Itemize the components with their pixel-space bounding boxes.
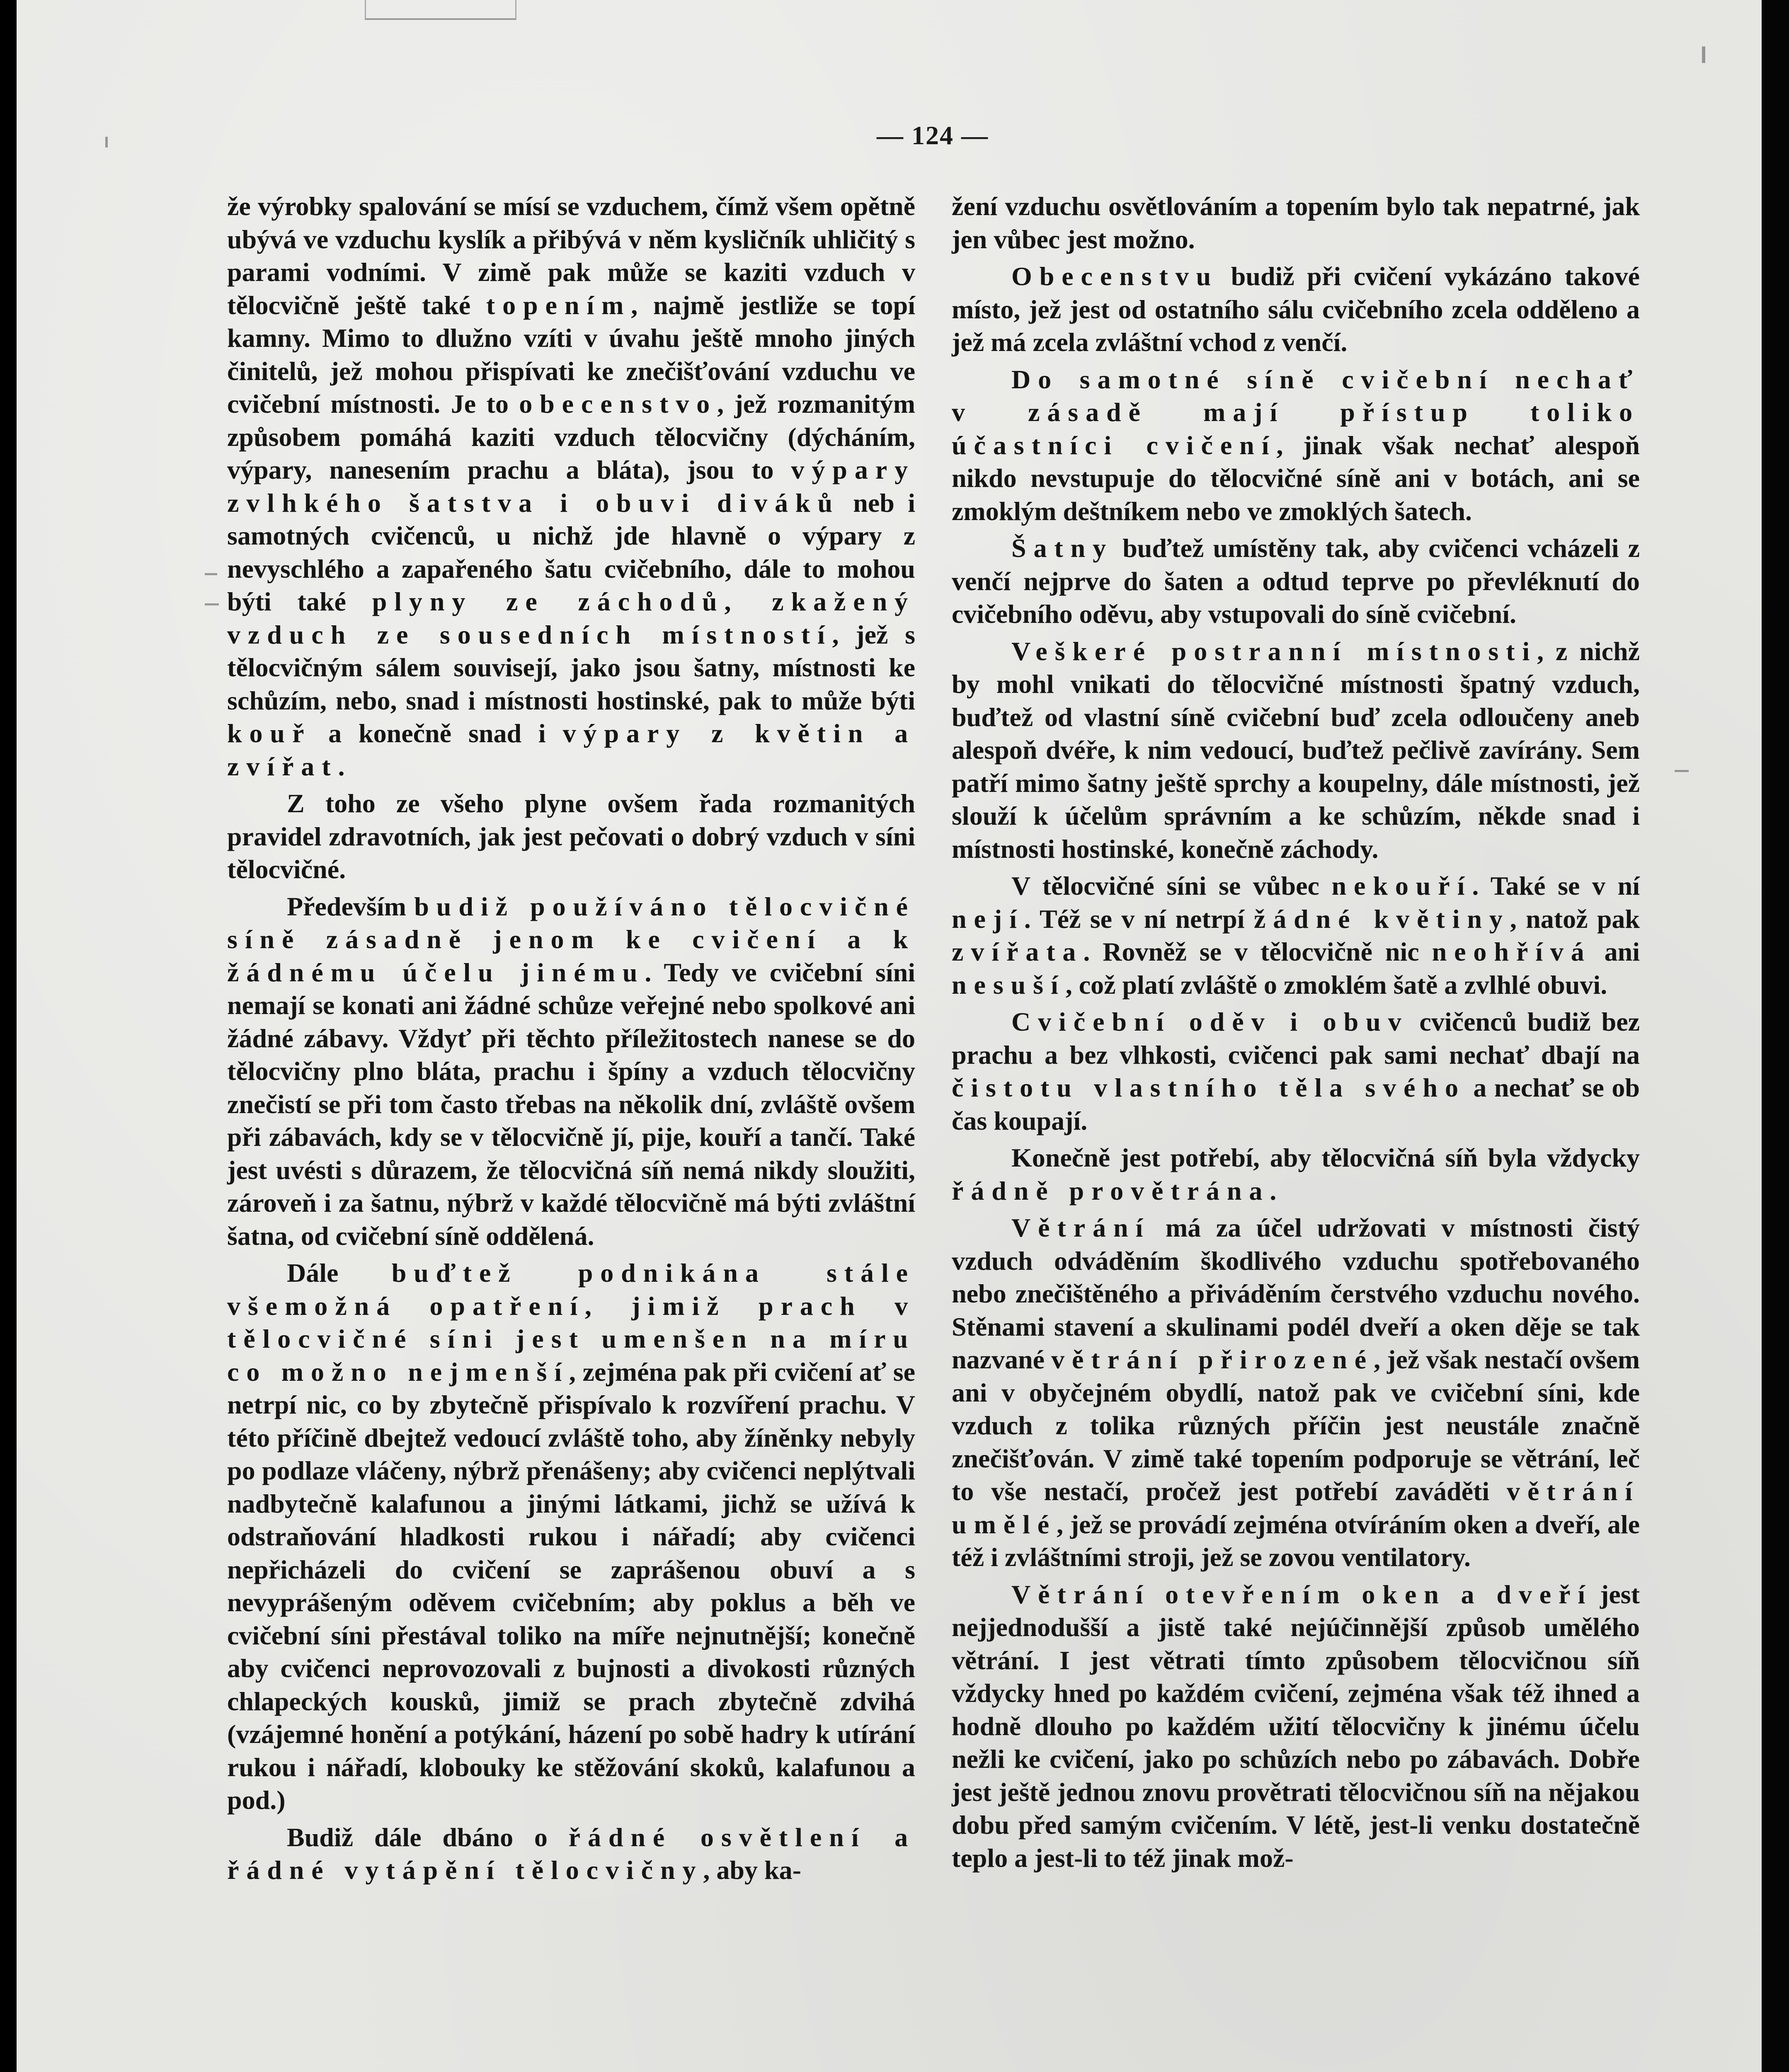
body-text: Především [287, 891, 415, 921]
body-text: , zejména pak při cvičení ať se netrpí nic, co by zbytečně přispívalo k rozvíření prachu. V této příčině dbejtež vedoucí zvláště toho, aby žíněnky nebyly po podlaze vláčeny, nýbrž přenášeny; aby cvičenci neplýtvali nadbytečně kalafunou a jinými látkami, jichž se užívá k odstraňování hladkosti rukou i nářadí; aby cvičenci nepřicházeli do cvičení se zaprášenou obuví a s nevyprášeným oděvem cvičebním; aby poklus a běh ve cvičební síni přestával toliko na míře nejnutnější; konečně aby cvičenci neprovozovali z bujnosti a divokosti různých chlapeckých kousků, jimiž se prach zbytečně zdvihá (vzájemné honění a potýkání, házení po sobě hadry k utírání rukou i nářadí, klobouky ke stěžování skoků, kalafunou a pod.) [227, 1357, 916, 1815]
spaced-emphasis-text: plyny ze záchodů, zkažený vzduch ze sousedních místností [227, 587, 915, 649]
body-text: . Tedy ve cvičební síni nemají se konati ani žádné schůze veřejné nebo spolkové ani žádné zábavy. Vždyť při těchto příležitostech nanese se do tělocvičny plno bláta, prachu i špíny a vzduch tělocvičny znečistí se při tom často třebas na několik dní, zvláště ovšem při zábavách, kdy se v tělocvičně jí, pije, kouří a tančí. Také jest uvésti s důrazem, že tělocvičná síň nemá nikdy sloužiti, zároveň i za šatnu, nýbrž v každé tělocvičně má býti zvláštní šatna, od cvičební síně oddělená. [227, 957, 915, 1251]
spaced-emphasis-text: větrání umělé [952, 1477, 1640, 1539]
body-text: , jež se provádí zejména otvíráním oken a dveří, ale též i zvláštními stroji, jež se zovou ventilatory. [952, 1509, 1640, 1572]
paragraph [952, 363, 1640, 528]
body-text: žení vzduchu osvětlováním a topením bylo tak nepatrné, jak jen vůbec jest možno. [952, 191, 1640, 254]
scan-edge [1762, 0, 1789, 2072]
spaced-emphasis-text: neohřívá [1432, 937, 1592, 966]
left-column [227, 190, 915, 1891]
paragraph [227, 1256, 915, 1817]
spaced-emphasis-text: kouř [227, 719, 312, 748]
body-text: V tělocvičné síni se vůbec [1011, 871, 1332, 900]
body-text: , jež však nestačí ovšem ani v obyčejném obydlí, natož pak ve cvičební síni, kde vzduch z tolika různých příčin jest neustále značně znečišťován. V zimě také topením podporuje se větrání, leč to vše nestačí, pročež jest potřebí zaváděti [952, 1345, 1640, 1506]
paragraph [952, 1211, 1640, 1574]
top-margin-mark [365, 0, 516, 20]
spaced-emphasis-text: větrání přirozené [1051, 1345, 1374, 1374]
body-text: . [1270, 1176, 1277, 1205]
spaced-emphasis-text: Větrání otevřením oken a dveří [1011, 1579, 1593, 1609]
margin-speck [205, 603, 219, 605]
spaced-emphasis-text: čistotu vlastního těla svého [952, 1073, 1466, 1102]
body-text: Konečně jest potřebí, aby tělocvičná síň byla vždycky [1011, 1143, 1640, 1172]
paragraph [952, 1578, 1640, 1875]
spaced-emphasis-text: nekouří [1331, 871, 1472, 900]
body-text: a nechať se ob čas koupají. [952, 1073, 1640, 1135]
spaced-emphasis-text: budiž používáno tělocvičné síně zásadně jenom ke cvičení a k žádnému účelu jinému [227, 891, 916, 987]
body-text: , z nichž by mohl vnikati do tělocvičné místnosti špatný vzduch, buďtež od vlastní síně cvičební buď zcela odloučeny aneb alespoň dvéře, k nim vedoucí, buďtež pečlivě zavírány. Sem patří mimo šatny ještě sprchy a koupelny, dále místnosti, jež slouží k účelům správním a ke schůzím, někde snad i místnosti hostinské, konečně záchody. [952, 636, 1640, 864]
margin-speck [1675, 770, 1689, 772]
body-text: , natož pak [1510, 904, 1640, 934]
body-text: Dále [287, 1258, 392, 1288]
body-text: budiž při cvičení vykázáno takové místo, jež jest od ostatního sálu cvičebního zcela odděleno a jež má zcela zvláštní vchod z venčí. [952, 261, 1640, 357]
paragraph [952, 1005, 1640, 1137]
spaced-emphasis-text: zvířata [952, 937, 1084, 966]
body-text: . Rovněž se v tělocvičně nic [1083, 937, 1432, 966]
body-text: , aby ka- [703, 1855, 801, 1885]
spaced-emphasis-text: výpary zvlhkého šatstva i obuvi diváků [227, 455, 915, 518]
body-text: Z toho ze všeho plyne ovšem řada rozmanitých pravidel zdravotních, jak jest pečovati o dobrý vzduch v síni tělocvičné. [227, 789, 915, 884]
paragraph [952, 532, 1640, 631]
margin-speck [1702, 46, 1705, 63]
spaced-emphasis-text: Cvičební oděv i obuv [1011, 1007, 1409, 1036]
spaced-emphasis-text: řádně provětrána [952, 1176, 1270, 1205]
body-text: Budiž dále dbáno o [287, 1822, 569, 1852]
spaced-emphasis-text: obecenstvo [519, 389, 718, 419]
spaced-emphasis-text: výpary z květin a zvířat [227, 719, 916, 781]
body-text: neb i samotných cvičenců, u nichž jde hlavně o výpary z nevyschlého a zapařeného šatu cvičebního, dále to mohou býti také [227, 488, 915, 616]
spaced-emphasis-text: Obecenstvu [1011, 261, 1219, 291]
spaced-emphasis-text: Šatny [1011, 533, 1114, 563]
paragraph [952, 190, 1640, 256]
paragraph [952, 260, 1640, 359]
right-column [952, 190, 1640, 1878]
paragraph [227, 787, 915, 886]
page-number: — 124 — [877, 121, 989, 150]
spaced-emphasis-text: nejí [952, 904, 1024, 934]
body-text: jest nejjednodušší a jistě také nejúčinnější způsob umělého větrání. I jest větrati tímto způsobem tělocvičnou síň vždycky hned po každém cvičení, zejména však též ihned a hodně dlouho po každém užití tělocvičny k jinému účelu nežli ke cvičení, jako po schůzích nebo po zábavách. Dobře jest ještě jednou znovu provětrati tělocvičnou síň na nějakou dobu před samým cvičením. V létě, jest-li venku dostatečně teplo a jest-li to též jinak mož- [952, 1579, 1640, 1873]
body-text: a konečně snad i [311, 719, 563, 748]
paragraph [952, 1141, 1640, 1207]
spaced-emphasis-text: Větrání [1011, 1213, 1151, 1242]
paragraph [952, 869, 1640, 1001]
spaced-emphasis-text: Veškeré postranní místnosti [1011, 636, 1537, 666]
body-text: . Také se v ní [1472, 871, 1640, 900]
margin-speck [105, 137, 108, 148]
body-text: buďtež umístěny tak, aby cvičenci vcházeli z venčí nejprve do šaten a odtud teprve po převléknutí do cvičebního oděvu, aby vstupovali do síně cvičební. [952, 533, 1640, 629]
body-text: , což platí zvláště o zmoklém šatě a zvlhlé obuvi. [1065, 970, 1607, 1000]
spaced-emphasis-text: nesuší [952, 970, 1066, 1000]
paragraph [227, 890, 915, 1253]
body-text: ani [1591, 937, 1640, 966]
body-text: , jež rozmanitým způsobem pomáhá kaziti vzduch tělocvičny (dýcháním, výpary, nanesením prachu a bláta), jsou to [227, 389, 915, 484]
spaced-emphasis-text: Do samotné síně cvičební nechať v zásadě mají přístup toliko účastníci cvičení [952, 364, 1640, 460]
body-text: že výrobky spalování se mísí se vzduchem, čímž všem opětně ubývá ve vzduchu kyslík a přibývá v něm kysličník uhličitý s parami vodními. V zimě pak může se kaziti vzduch v tělocvičně ještě také [227, 191, 915, 320]
spaced-emphasis-text: řádné osvětlení a řádné vytápění tělocvičny [227, 1822, 915, 1885]
body-text: cvičenců budiž bez prachu a bez vlhkosti, cvičenci pak sami nechať dbají na [952, 1007, 1640, 1070]
spaced-emphasis-text: topením [486, 290, 631, 320]
paragraph [952, 635, 1640, 866]
body-text: , jinak však nechať alespoň nikdo nevstupuje do tělocvičné síně ani v botách, ani se zmoklým deštníkem nebo ve zmoklých šatech. [952, 430, 1640, 526]
body-text: . [338, 751, 345, 781]
body-text: , najmě jestliže se topí kamny. Mimo to dlužno vzíti v úvahu ještě mnoho jiných činitelů, jež mohou přispívati ke znečišťování vzduchu ve cvičební místnosti. Je to [227, 290, 916, 419]
margin-speck [205, 573, 217, 575]
body-text: má za účel udržovati v místnosti čistý vzduch odváděním škodlivého vzduchu spotřebovaného nebo znečištěného a přiváděním čerstvého vzduchu nového. Stěnami stavení a skulinami podél dveří a oken děje se tak nazvané [952, 1213, 1640, 1374]
paragraph [227, 1821, 915, 1887]
paragraph [227, 190, 915, 783]
spaced-emphasis-text: žádné květiny [1253, 904, 1510, 934]
body-text: . Též se v ní netrpí [1024, 904, 1254, 934]
body-text: , jež s tělocvičným sálem souvisejí, jako jsou šatny, místnosti ke schůzím, nebo, snad i místnosti hostinské, pak to může býti [227, 620, 915, 715]
spaced-emphasis-text: buďtež podnikána stále všemožná opatření, jimiž prach v tělocvičné síni jest umenšen na míru co možno nejmenší [227, 1258, 915, 1387]
